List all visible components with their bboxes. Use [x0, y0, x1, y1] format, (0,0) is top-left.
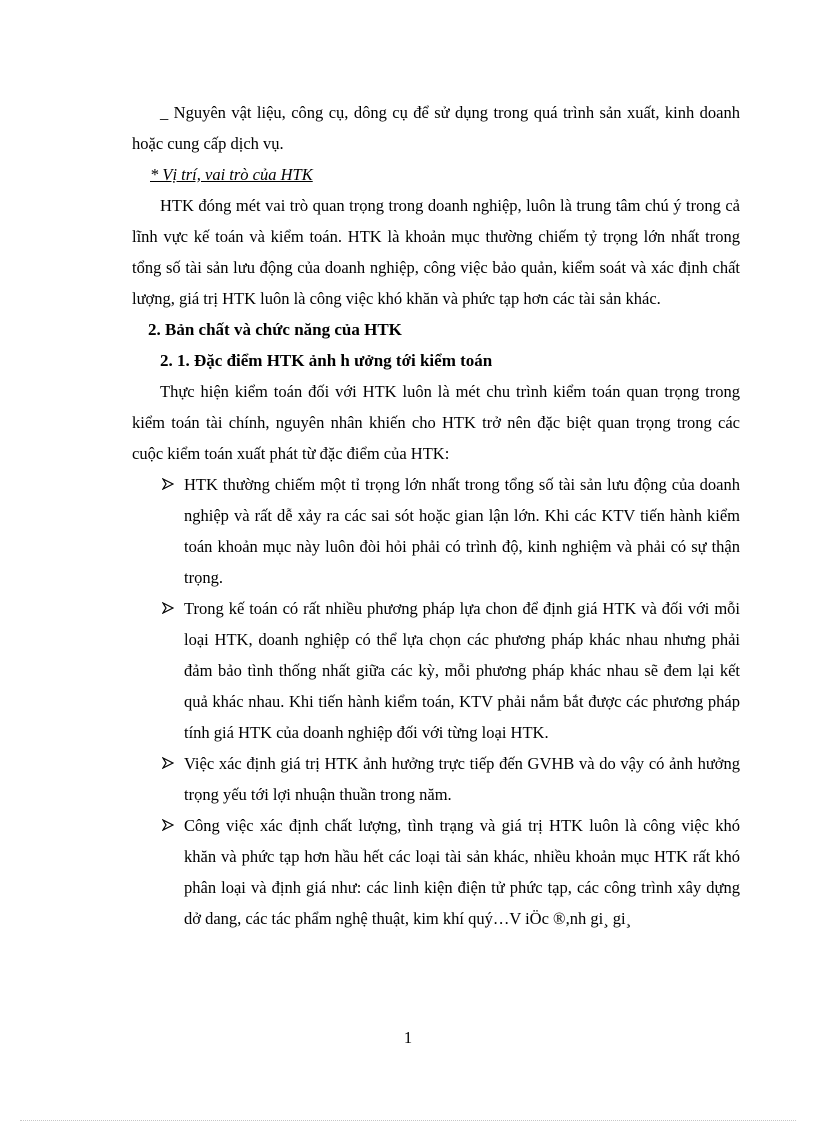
- bullet-text: HTK thường chiếm một tỉ trọng lớn nhất trong tổng số tài sản lưu động của doanh nghiệp và rất dễ xảy ra các sai sót hoặc gian lận lớn. Khi các KTV tiến hành kiểm toán khoản mục này luôn đòi hỏi phải có trình độ, kinh nghiệm và phải có sự thận trọng.: [184, 475, 740, 587]
- section-heading: 2. Bản chất và chức năng của HTK: [148, 320, 402, 339]
- list-item: [132, 810, 740, 934]
- subsection-heading: 2. 1. Đặc điểm HTK ảnh h ưởng tới kiểm toán: [160, 351, 493, 370]
- subsection-title: * Vị trí, vai trò của HTK: [150, 165, 313, 184]
- bullet-text: Công việc xác định chất lượng, tình trạng và giá trị HTK luôn là công việc khó khăn và phức tạp hơn hầu hết các loại tài sản khác, nhiều khoản mục HTK rất khó phân loại và định giá như: các linh kiện điện tử phức tạp, các công trình xây dựng dở dang, các tác phẩm nghệ thuật, kim khí quý…V iÖc ®,nh gi¸ gi¸: [184, 816, 740, 928]
- bullet-text: Trong kế toán có rất nhiều phương pháp lựa chon để định giá HTK và đối với mỗi loại HTK, doanh nghiệp có thể lựa chọn các phương pháp khác nhau nhưng phải đảm bảo tình thống nhất giữa các kỳ, mỗi phương pháp khác nhau sẽ đem lại kết quả khác nhau. Khi tiến hành kiểm toán, KTV phải nắm bắt được các phương pháp tính giá HTK của doanh nghiệp đối với từng loại HTK.: [184, 599, 740, 742]
- list-item: [132, 469, 740, 593]
- audit-paragraph: Thực hiện kiểm toán đối với HTK luôn là mét chu trình kiểm toán quan trọng trong kiểm toán tài chính, nguyên nhân khiến cho HTK trở nên đặc biệt quan trọng trong các cuộc kiểm toán xuất phát từ đặc điểm của HTK:: [132, 382, 740, 463]
- arrowhead-bullet-icon: [162, 593, 176, 624]
- intro-paragraph: _ Nguyên vật liệu, công cụ, dông cụ để sử dụng trong quá trình sản xuất, kinh doanh hoặc cung cấp dịch vụ.: [132, 103, 740, 153]
- bullet-text: Việc xác định giá trị HTK ảnh hưởng trực tiếp đến GVHB và do vậy có ảnh hưởng trọng yếu tới lợi nhuận thuần trong năm.: [184, 754, 740, 804]
- arrowhead-bullet-icon: [162, 469, 176, 500]
- arrowhead-bullet-icon: [162, 810, 176, 841]
- role-paragraph: HTK đóng mét vai trò quan trọng trong doanh nghiệp, luôn là trung tâm chú ý trong cả lĩnh vực kế toán và kiểm toán. HTK là khoản mục thường chiếm tỷ trọng lớn nhất trong tổng số tài sản lưu động của doanh nghiệp, công việc bảo quản, kiểm soát và xác định chất lượng, giá trị HTK luôn là công việc khó khăn và phức tạp hơn các tài sản khác.: [132, 196, 740, 308]
- list-item: [132, 748, 740, 810]
- page-bottom-divider: [20, 1120, 796, 1121]
- list-item: [132, 593, 740, 748]
- arrowhead-bullet-icon: [162, 748, 176, 779]
- page-content: [132, 97, 740, 934]
- page-number: 1: [403, 1028, 413, 1047]
- bullet-list: [132, 469, 740, 934]
